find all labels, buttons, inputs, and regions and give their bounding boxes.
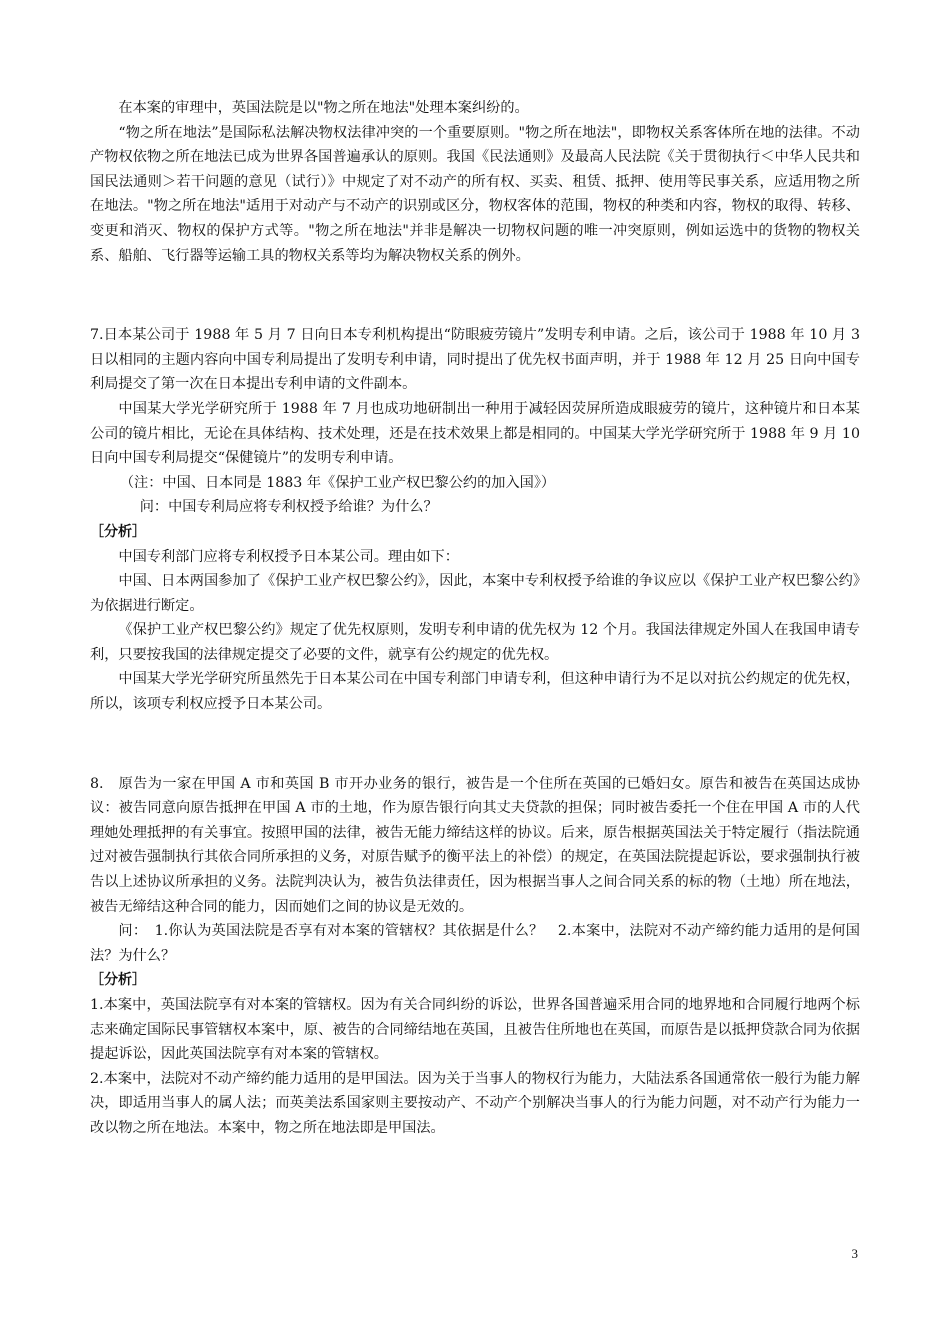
section-spacer	[90, 717, 860, 772]
case6-paragraph-2: “物之所在地法”是国际私法解决物权法律冲突的一个重要原则。"物之所在地法"，即物权关系客体所在地的法律。不动产物权依物之所在地法已成为世界各国普遍承认的原则。我国《民法通则》及最高人民法院《关于贯彻执行＜中华人民共和国民法通则＞若干问题的意见（试行）》中规定了对不动产的所有权、买卖、租赁、抵押、使用等民事关系，应适用物之所在地法。"物之所在地法"适用于对动产与不动产的识别或区分，物权客体的范围，物权的种类和内容，物权的取得、转移、变更和消灭、物权的保护方式等。"物之所在地法"并非是解决一切物权问题的唯一冲突原则，例如运选中的货物的物权关系、船舶、飞行器等运输工具的物权关系等均为解决物权关系的例外。	[90, 124, 860, 264]
page-number: 3	[851, 1246, 858, 1261]
case7-analysis-4: 中国某大学光学研究所虽然先于日本某公司在中国专利部门申请专利，但这种申请行为不足以对抗公约规定的优先权，所以，该项专利权应授予日本某公司。	[90, 671, 860, 713]
case7-analysis-heading: ［分析］	[90, 523, 146, 540]
case7-question: 问：中国专利局应将专利权授予给谁？为什么？	[139, 499, 438, 516]
case6-paragraph-1: 在本案的审理中，英国法院是以"物之所在地法"处理本案纠纷的。	[118, 100, 529, 116]
case7-paragraph-2: 中国某大学光学研究所于 1988 年 7 月也成功地研制出一种用于减轻因荧屏所造成眼疲劳的镜片，这种镜片和日本某公司的镜片相比，无论在具体结构、技术处理，还是在技术效果上都是相同的。中国某大学光学研究所于 1988 年 9 月 10 日向中国专利局提交“保健镜片”的发明专利申请。	[90, 400, 860, 467]
case7-note: （注：中国、日本同是 1883 年《保护工业产权巴黎公约的加入国》）	[119, 474, 556, 491]
case7-analysis-1: 中国专利部门应将专利权授予日本某公司。理由如下：	[118, 548, 459, 565]
case7-analysis-2: 中国、日本两国参加了《保护工业产权巴黎公约》，因此，本案中专利权授予给谁的争议应以《保护工业产权巴黎公约》为依据进行断定。	[90, 573, 860, 614]
page-content	[90, 96, 860, 1141]
case7-analysis-3: 《保护工业产权巴黎公约》规定了优先权原则，发明专利申请的优先权为 12 个月。我国法律规定外国人在我国申请专利，只要按我国的法律规定提交了必要的文件，就享有公约规定的优先权。	[90, 622, 860, 663]
case8-question: 问： 1.你认为英国法院是否享有对本案的管辖权？其依据是什么？ 2.本案中，法院对不动产缔约能力适用的是何国法？为什么？	[90, 923, 860, 964]
case8-analysis-heading: ［分析］	[90, 972, 146, 989]
section-spacer	[90, 268, 860, 323]
case7-paragraph-1: 7.日本某公司于 1988 年 5 月 7 日向日本专利机构提出“防眼疲劳镜片”发明专利申请。之后，该公司于 1988 年 10 月 3 日以相同的主题内容向中国专利局提出了发明专利申请，同时提出了优先权书面声明，并于 1988 年 12 月 25 日向中国专利局提交了第一次在日本提出专利申请的文件副本。	[90, 327, 860, 393]
case8-analysis-2: 2.本案中，法院对不动产缔约能力适用的是甲国法。因为关于当事人的物权行为能力，大陆法系各国通常依一般行为能力解决，即适用当事人的属人法；而英美法系国家则主要按动产、不动产个别解决当事人的行为能力问题，对不动产行为能力一改以物之所在地法。本案中，物之所在地法即是甲国法。	[90, 1070, 860, 1136]
case8-paragraph-1: 8. 原告为一家在甲国 A 市和英国 B 市开办业务的银行，被告是一个住所在英国的已婚妇女。原告和被告在英国达成协议：被告同意向原告抵押在甲国 A 市的土地，作为原告银行向其丈夫贷款的担保；同时被告委托一个住在甲国 A 市的人代理她处理抵押的有关事宜。按照甲国的法律，被告无能力缔结这样的协议。后来，原告根据英国法关于特定履行（指法院通过对被告强制执行其依合同所承担的义务，对原告赋予的衡平法上的补偿）的规定，在英国法院提起诉讼，要求强制执行被告以上述协议所承担的义务。法院判决认为，被告负法律责任，因为根据当事人之间合同关系的标的物（土地）所在地法，被告无缔结这种合同的能力，因而她们之间的协议是无效的。	[90, 775, 860, 915]
case8-analysis-1: 1.本案中，英国法院享有对本案的管辖权。因为有关合同纠纷的诉讼，世界各国普遍采用合同的地界地和合同履行地两个标志来确定国际民事管辖权本案中，原、被告的合同缔结地在英国，且被告住所地也在英国，而原告是以抵押贷款合同为依据提起诉讼，因此英国法院享有对本案的管辖权。	[90, 997, 860, 1063]
